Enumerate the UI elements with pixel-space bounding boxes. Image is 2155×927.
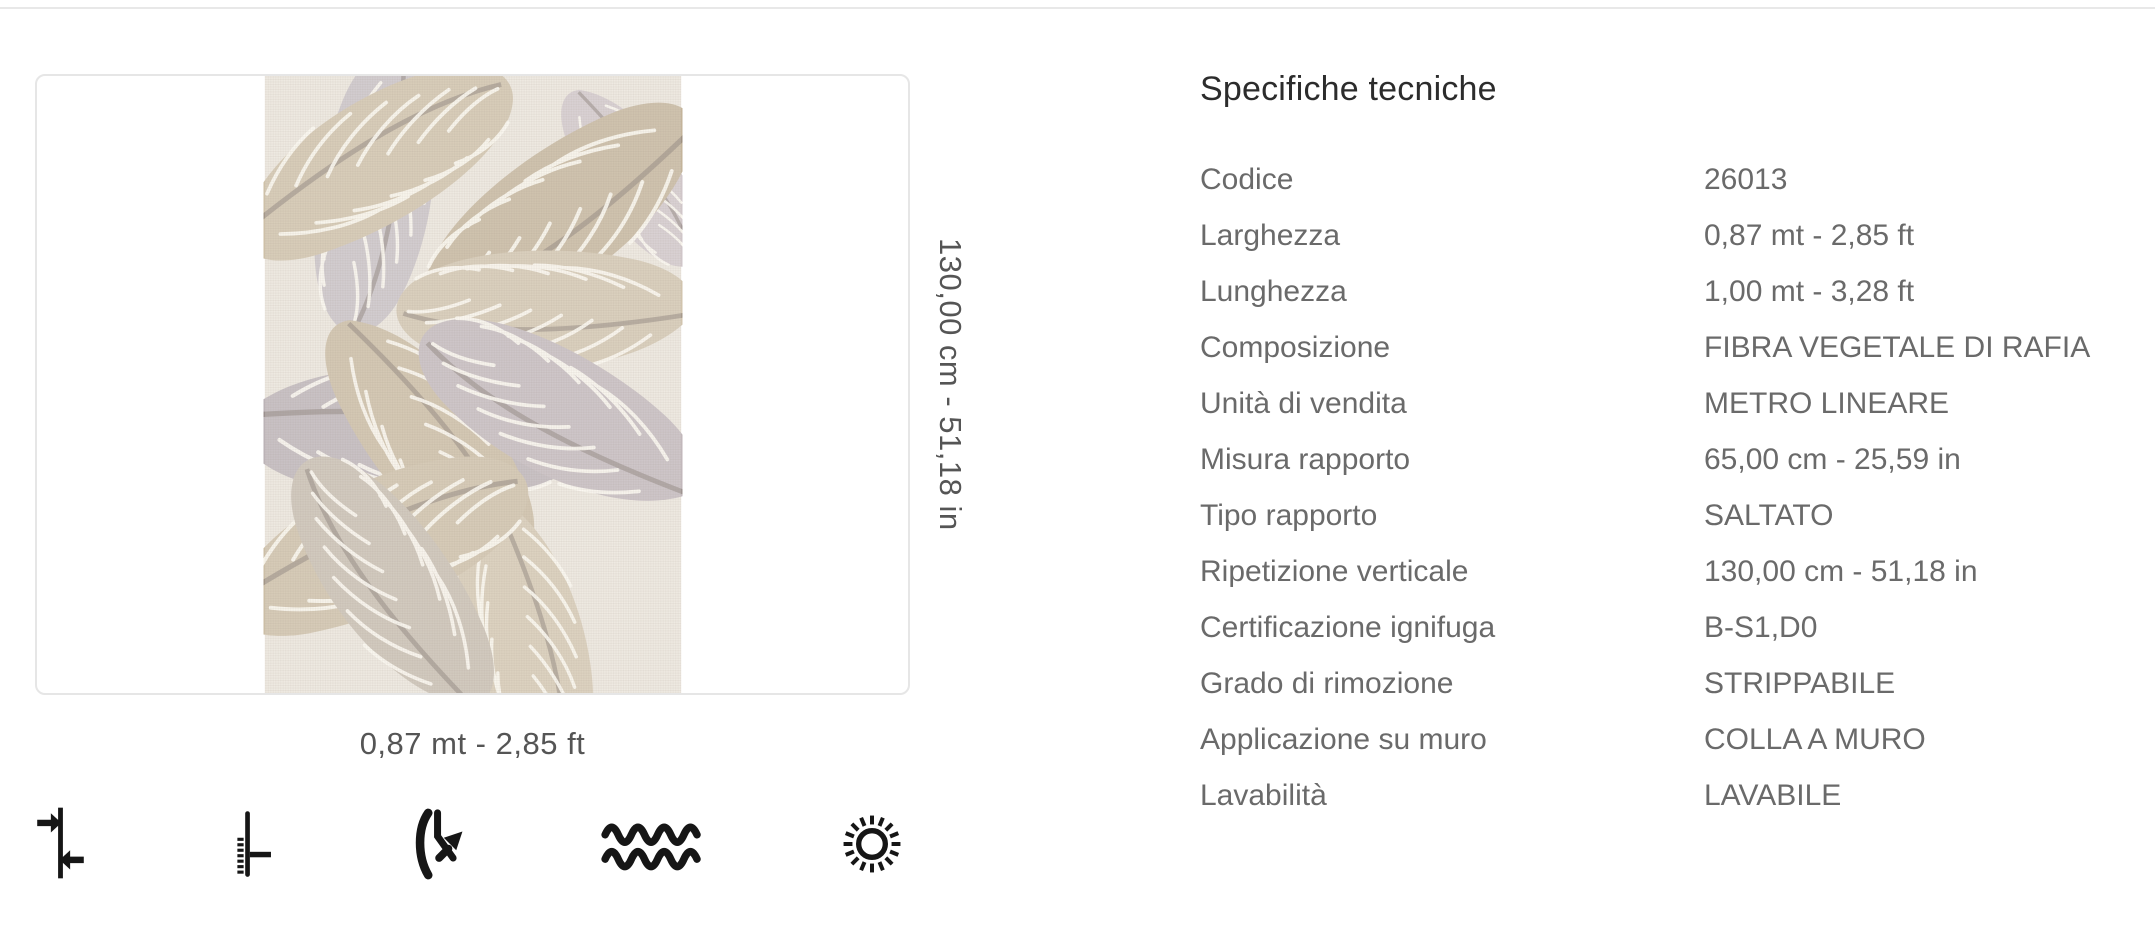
spec-row-certificazione-ignifuga bbox=[1200, 600, 2150, 656]
spec-label: Composizione bbox=[1200, 331, 1391, 364]
spec-row-tipo-rapporto bbox=[1200, 488, 2150, 544]
top-divider bbox=[0, 7, 2155, 9]
strippable-icon bbox=[408, 808, 464, 880]
spec-row-lunghezza bbox=[1200, 264, 2150, 320]
spec-row-composizione bbox=[1200, 320, 2150, 376]
spec-row-ripetizione-verticale bbox=[1200, 544, 2150, 600]
spec-value: B-S1,D0 bbox=[1704, 611, 1818, 644]
spec-label: Applicazione su muro bbox=[1200, 723, 1487, 756]
spec-value: COLLA A MURO bbox=[1704, 723, 1926, 756]
spec-label: Larghezza bbox=[1200, 219, 1341, 252]
spec-value: LAVABILE bbox=[1704, 779, 1842, 812]
spec-row-codice bbox=[1200, 152, 2150, 208]
spec-label: Lavabilità bbox=[1200, 779, 1327, 812]
spec-label: Unità di vendita bbox=[1200, 387, 1407, 420]
spec-label: Lunghezza bbox=[1200, 275, 1347, 308]
wallpaper-pattern-image bbox=[263, 76, 682, 693]
spec-row-grado-di-rimozione bbox=[1200, 656, 2150, 712]
width-dimension-label: 0,87 mt - 2,85 ft bbox=[359, 726, 586, 761]
vertical-repeat-dimension-label: 130,00 cm - 51,18 in bbox=[933, 238, 968, 531]
washable-icon bbox=[598, 816, 706, 876]
spec-value: 1,00 mt - 3,28 ft bbox=[1704, 275, 1915, 308]
spec-row-misura-rapporto bbox=[1200, 432, 2150, 488]
spec-row-lavabilita bbox=[1200, 768, 2150, 824]
spec-value: 130,00 cm - 51,18 in bbox=[1704, 555, 1978, 588]
paste-the-wall-icon bbox=[228, 808, 278, 880]
spec-label: Ripetizione verticale bbox=[1200, 555, 1469, 588]
product-image-card[interactable] bbox=[35, 74, 910, 695]
offset-match-icon bbox=[34, 806, 87, 880]
lightfastness-icon bbox=[840, 812, 904, 876]
spec-row-larghezza bbox=[1200, 208, 2150, 264]
spec-label: Certificazione ignifuga bbox=[1200, 611, 1496, 644]
spec-label: Codice bbox=[1200, 163, 1294, 196]
spec-value: 26013 bbox=[1704, 163, 1788, 196]
spec-label: Tipo rapporto bbox=[1200, 499, 1378, 532]
spec-label: Misura rapporto bbox=[1200, 443, 1411, 476]
spec-value: SALTATO bbox=[1704, 499, 1834, 532]
spec-value: METRO LINEARE bbox=[1704, 387, 1950, 420]
spec-row-unita-di-vendita bbox=[1200, 376, 2150, 432]
spec-value: FIBRA VEGETALE DI RAFIA bbox=[1704, 331, 2091, 364]
spec-label: Grado di rimozione bbox=[1200, 667, 1454, 700]
specs-title: Specifiche tecniche bbox=[1200, 70, 1497, 108]
spec-value: 65,00 cm - 25,59 in bbox=[1704, 443, 1961, 476]
specs-table bbox=[1200, 152, 2150, 824]
spec-row-applicazione-su-muro bbox=[1200, 712, 2150, 768]
spec-value: 0,87 mt - 2,85 ft bbox=[1704, 219, 1915, 252]
spec-value: STRIPPABILE bbox=[1704, 667, 1896, 700]
